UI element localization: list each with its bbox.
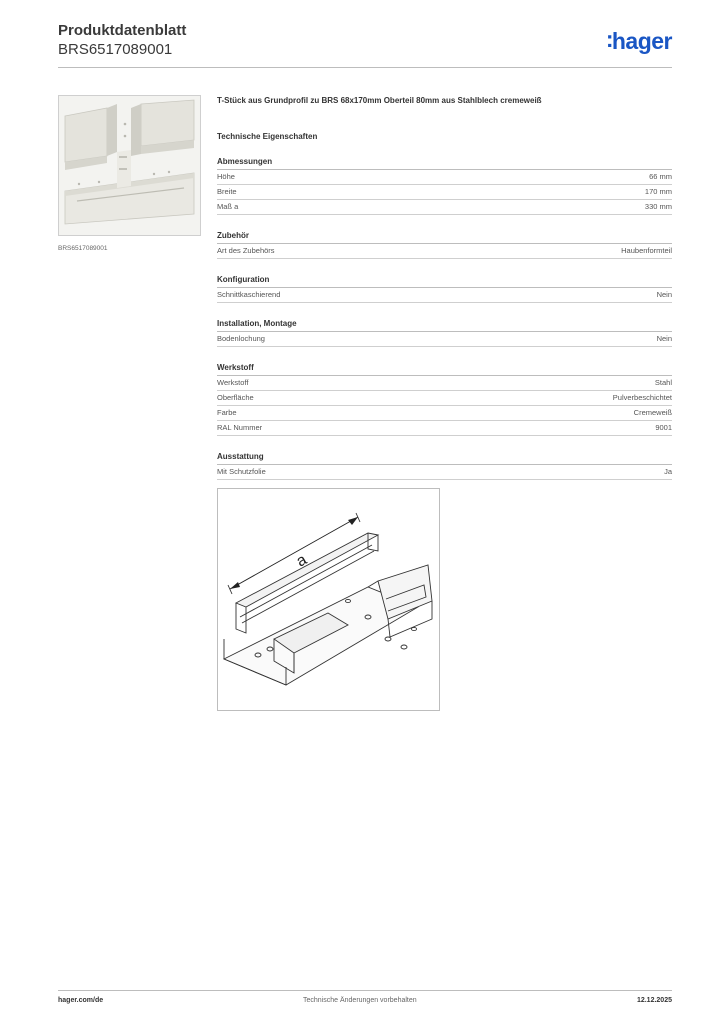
property-row bbox=[217, 421, 672, 436]
footer-website: hager.com/de bbox=[58, 997, 104, 1004]
property-row bbox=[217, 376, 672, 391]
section-title: Zubehör bbox=[217, 231, 672, 244]
section-title: Ausstattung bbox=[217, 452, 672, 465]
header-divider bbox=[58, 67, 672, 68]
product-details bbox=[217, 96, 672, 511]
footer-date: 12.12.2025 bbox=[636, 997, 672, 1004]
footer-divider bbox=[58, 990, 672, 991]
properties-section bbox=[217, 157, 672, 215]
property-row bbox=[217, 332, 672, 347]
property-label: Farbe bbox=[217, 408, 237, 417]
property-row bbox=[217, 391, 672, 406]
property-value: 330 mm bbox=[644, 202, 672, 211]
property-label: Art des Zubehörs bbox=[217, 246, 275, 255]
property-value: Pulverbeschichtet bbox=[612, 393, 672, 402]
footer-notice: Technische Änderungen vorbehalten bbox=[303, 997, 417, 1004]
property-label: Maß a bbox=[217, 202, 239, 211]
property-row bbox=[217, 288, 672, 303]
properties-sections bbox=[217, 157, 672, 480]
product-number: BRS6517089001 bbox=[58, 41, 173, 58]
properties-section bbox=[217, 363, 672, 436]
property-label: Schnittkaschierend bbox=[217, 290, 281, 299]
properties-section bbox=[217, 275, 672, 303]
technical-drawing bbox=[217, 488, 440, 711]
property-label: Breite bbox=[217, 187, 237, 196]
properties-section bbox=[217, 319, 672, 347]
product-description: T-Stück aus Grundprofil zu BRS 68x170mm Oberteil 80mm aus Stahlblech cremeweiß bbox=[217, 96, 542, 105]
property-label: Mit Schutzfolie bbox=[217, 467, 266, 476]
property-label: Werkstoff bbox=[217, 378, 249, 387]
property-label: Bodenlochung bbox=[217, 334, 265, 343]
property-row bbox=[217, 406, 672, 421]
page-header bbox=[58, 22, 672, 70]
property-label: Oberfläche bbox=[217, 393, 254, 402]
property-value: Nein bbox=[656, 334, 672, 343]
section-title: Werkstoff bbox=[217, 363, 672, 376]
section-title: Konfiguration bbox=[217, 275, 672, 288]
section-title: Abmessungen bbox=[217, 157, 672, 170]
tech-properties-heading: Technische Eigenschaften bbox=[217, 132, 318, 141]
property-value: 170 mm bbox=[644, 187, 672, 196]
property-value: Cremeweiß bbox=[633, 408, 672, 417]
properties-section bbox=[217, 452, 672, 480]
property-row bbox=[217, 185, 672, 200]
properties-section bbox=[217, 231, 672, 259]
property-value: Ja bbox=[664, 467, 672, 476]
property-row bbox=[217, 244, 672, 259]
property-value: 66 mm bbox=[649, 172, 672, 181]
hager-logo: :hager bbox=[605, 26, 672, 54]
document-title: Produktdatenblatt bbox=[58, 22, 187, 39]
photo-caption: BRS6517089001 bbox=[58, 245, 108, 252]
dimension-label-a: a bbox=[293, 551, 310, 571]
property-value: Haubenformteil bbox=[621, 246, 672, 255]
property-value: Stahl bbox=[654, 378, 672, 387]
property-label: RAL Nummer bbox=[217, 423, 263, 432]
property-row bbox=[217, 170, 672, 185]
property-value: Nein bbox=[656, 290, 672, 299]
property-row bbox=[217, 200, 672, 215]
property-row bbox=[217, 465, 672, 480]
property-label: Höhe bbox=[217, 172, 235, 181]
section-title: Installation, Montage bbox=[217, 319, 672, 332]
product-photo bbox=[58, 95, 201, 236]
property-value: 9001 bbox=[655, 423, 672, 432]
